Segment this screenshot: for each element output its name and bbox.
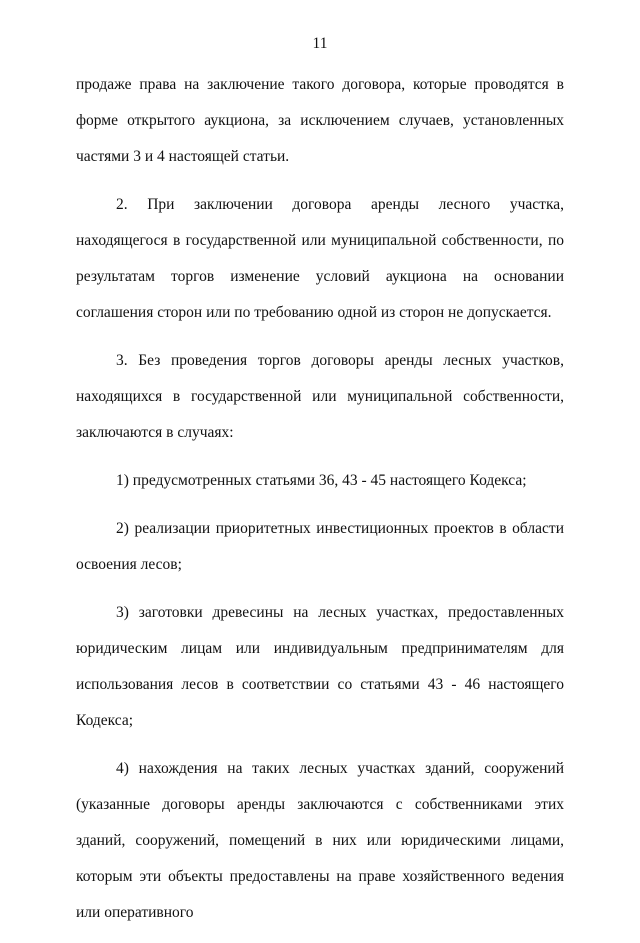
paragraph-continuation: продаже права на заключение такого договора, которые проводятся в форме открытого аукциона, за исключением случаев, установленных частями 3 и 4 настоящей статьи. — [76, 76, 564, 165]
page-number: 11 — [312, 35, 328, 52]
list-item-4: 4) нахождения на таких лесных участках зданий, сооружений (указанные договоры аренды заключаются с собственниками этих зданий, сооружений, помещений в них или юридическими лицами, которым эти объекты предоставлены на праве хозяйственного ведения или оперативного — [76, 760, 564, 921]
list-item-2: 2) реализации приоритетных инвестиционных проектов в области освоения лесов; — [76, 520, 564, 573]
paragraph-part-3: 3. Без проведения торгов договоры аренды лесных участков, находящихся в государственной или муниципальной собственности, заключаются в случаях: — [76, 352, 564, 441]
document-body — [76, 67, 564, 943]
list-item-1: 1) предусмотренных статьями 36, 43 - 45 настоящего Кодекса; — [116, 472, 527, 489]
list-item-3: 3) заготовки древесины на лесных участках, предоставленных юридическим лицам или индивидуальным предпринимателям для использования лесов в соответствии со статьями 43 - 46 настоящего Кодекса; — [76, 604, 564, 729]
paragraph-part-2: 2. При заключении договора аренды лесного участка, находящегося в государственной или муниципальной собственности, по результатам торгов изменение условий аукциона на основании соглашения сторон или по требованию одной из сторон не допускается. — [76, 196, 564, 321]
